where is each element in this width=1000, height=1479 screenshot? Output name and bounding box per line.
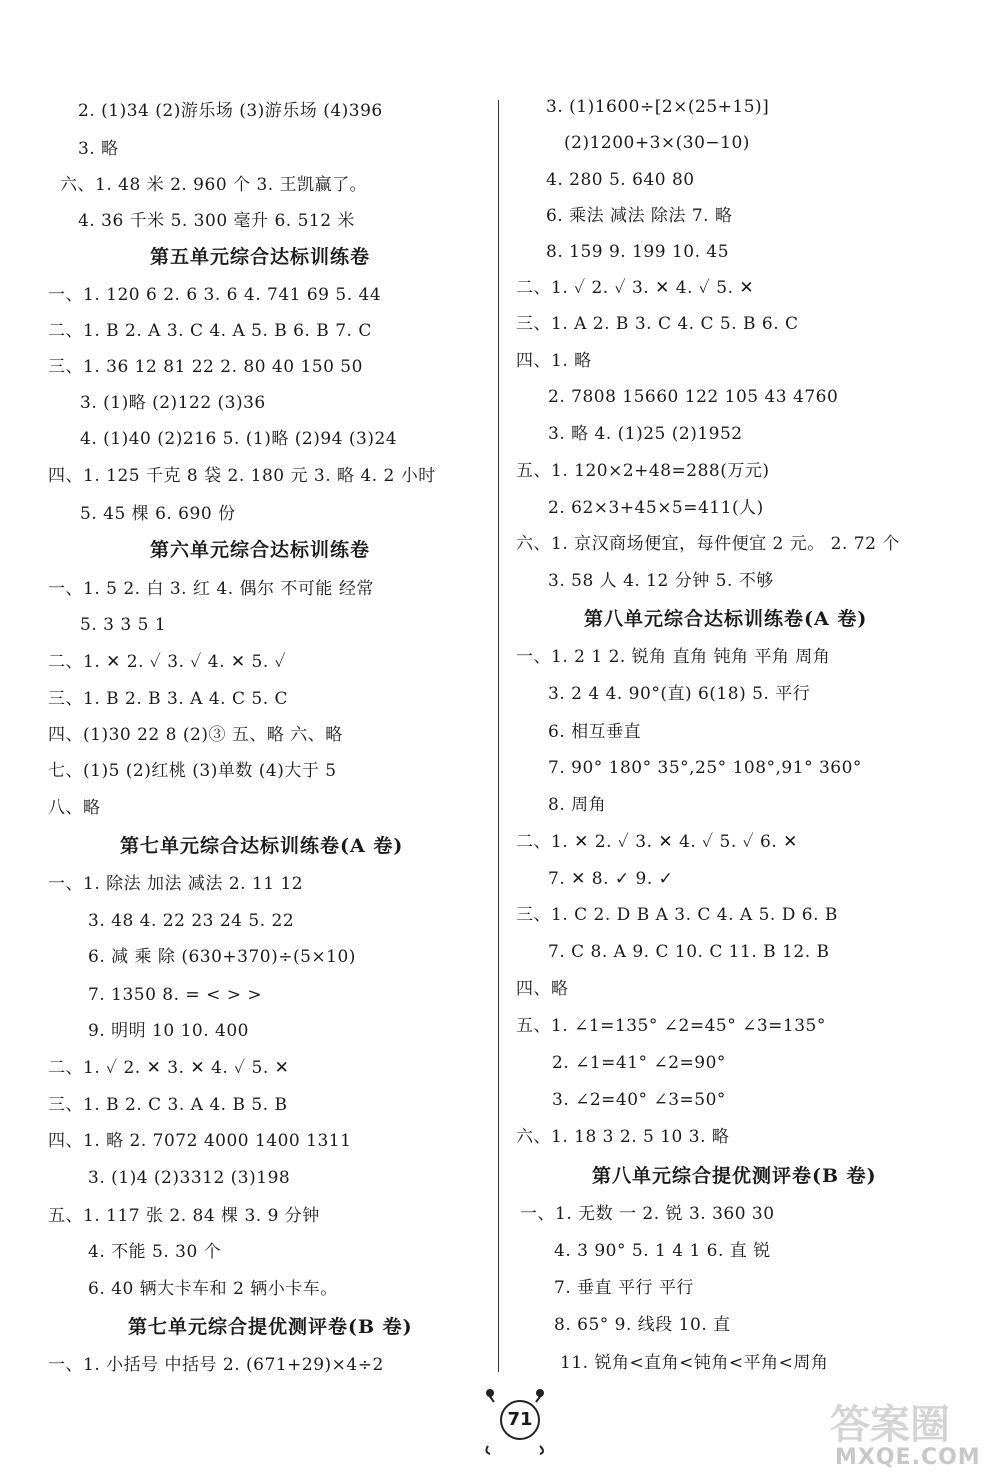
answer-line: 4. 不能 5. 30 个 bbox=[88, 1242, 222, 1262]
answer-line: 7. 1350 8. = < > > bbox=[88, 985, 263, 1005]
answer-line: 7. ✕ 8. ✓ 9. ✓ bbox=[548, 869, 674, 889]
page-number: 71 bbox=[500, 1400, 540, 1440]
answer-line: 一、1. 除法 加法 减法 2. 11 12 bbox=[48, 874, 304, 894]
answer-line: 3. 58 人 4. 12 分钟 5. 不够 bbox=[548, 571, 774, 591]
answer-line: 4. 3 90° 5. 1 4 1 6. 直 锐 bbox=[554, 1241, 771, 1261]
answer-line: 二、1. ✕ 2. ✓ 3. ✕ 4. ✓ 5. ✓ 6. ✕ bbox=[516, 832, 798, 852]
answer-line: 三、1. B 2. C 3. A 4. B 5. B bbox=[48, 1095, 288, 1115]
answer-line: 2. (1)34 (2)游乐场 (3)游乐场 (4)396 bbox=[78, 101, 383, 121]
answer-line: 四、(1)30 22 8 (2)③ 五、略 六、略 bbox=[48, 725, 343, 745]
answer-line: 二、1. ✓ 2. ✓ 3. ✕ 4. ✓ 5. ✕ bbox=[516, 278, 755, 298]
answer-line: 3. 略 bbox=[78, 139, 119, 159]
section-heading: 第六单元综合达标训练卷 bbox=[150, 539, 371, 561]
answer-line: 4. 280 5. 640 80 bbox=[546, 170, 695, 190]
answer-line: 二、1. ✕ 2. ✓ 3. ✓ 4. ✕ 5. ✓ bbox=[48, 652, 287, 672]
section-heading: 第七单元综合提优测评卷(B 卷) bbox=[128, 1316, 413, 1338]
section-heading: 第五单元综合达标训练卷 bbox=[150, 246, 371, 268]
answer-line: 三、1. A 2. B 3. C 4. C 5. B 6. C bbox=[516, 314, 799, 334]
answer-line: 一、1. 120 6 2. 6 3. 6 4. 741 69 5. 44 bbox=[48, 285, 382, 305]
answer-line: 8. 65° 9. 线段 10. 直 bbox=[554, 1315, 731, 1335]
answer-line: 一、1. 2 1 2. 锐角 直角 钝角 平角 周角 bbox=[516, 647, 831, 667]
answer-line: 三、1. B 2. B 3. A 4. C 5. C bbox=[48, 689, 289, 709]
answer-line: 二、1. ✓ 2. ✕ 3. ✕ 4. ✓ 5. ✕ bbox=[48, 1058, 290, 1078]
answer-line: 9. 明明 10 10. 400 bbox=[88, 1021, 249, 1041]
answer-line: 三、1. 36 12 81 22 2. 80 40 150 50 bbox=[48, 357, 363, 377]
svg-text:答案圈: 答案圈 bbox=[830, 1402, 950, 1448]
watermark-text: MXQE.COM bbox=[835, 1445, 981, 1470]
answer-line: 七、(1)5 (2)红桃 (3)单数 (4)大于 5 bbox=[48, 761, 337, 781]
answer-line: 3. 略 4. (1)25 (2)1952 bbox=[548, 424, 743, 444]
answer-line: 11. 锐角<直角<钝角<平角<周角 bbox=[560, 1353, 829, 1373]
answer-line: 3. (1)1600÷[2×(25+15)] bbox=[546, 97, 770, 117]
answer-line: 六、1. 京汉商场便宜，每件便宜 2 元。 2. 72 个 bbox=[516, 534, 900, 554]
answer-line: 四、略 bbox=[516, 979, 569, 999]
answer-line: 4. 36 千米 5. 300 毫升 6. 512 米 bbox=[78, 211, 355, 231]
answer-line: 5. 3 3 5 1 bbox=[80, 615, 167, 635]
answer-line: 7. C 8. A 9. C 10. C 11. B 12. B bbox=[548, 942, 830, 962]
answer-line: 3. (1)略 (2)122 (3)36 bbox=[80, 393, 266, 413]
answer-line: 7. 90° 180° 35°,25° 108°,91° 360° bbox=[548, 758, 862, 778]
answer-line: 6. 相互垂直 bbox=[548, 722, 642, 742]
answer-line: 四、1. 略 2. 7072 4000 1400 1311 bbox=[48, 1131, 352, 1151]
answer-line: 三、1. C 2. D B A 3. C 4. A 5. D 6. B bbox=[516, 905, 838, 925]
answer-line: 3. ∠2=40° ∠3=50° bbox=[552, 1090, 726, 1110]
answer-line: 2. ∠1=41° ∠2=90° bbox=[552, 1053, 726, 1073]
answer-line: 一、1. 5 2. 白 3. 红 4. 偶尔 不可能 经常 bbox=[48, 579, 374, 599]
answer-line: 5. 45 棵 6. 690 份 bbox=[80, 504, 236, 524]
answer-line: (2)1200+3×(30−10) bbox=[564, 133, 750, 153]
answer-line: 3. 48 4. 22 23 24 5. 22 bbox=[88, 911, 295, 931]
answer-line: 4. (1)40 (2)216 5. (1)略 (2)94 (3)24 bbox=[80, 429, 398, 449]
answer-line: 6. 乘法 减法 除法 7. 略 bbox=[546, 206, 733, 226]
answer-line: 8. 159 9. 199 10. 45 bbox=[546, 242, 730, 262]
section-heading: 第八单元综合达标训练卷(A 卷) bbox=[584, 608, 868, 630]
answer-line: 一、1. 无数 一 2. 锐 3. 360 30 bbox=[520, 1204, 775, 1224]
answer-line: 2. 62×3+45×5=411(人) bbox=[548, 498, 764, 518]
answer-line: 四、1. 略 bbox=[516, 351, 592, 371]
section-heading: 第七单元综合达标训练卷(A 卷) bbox=[120, 835, 404, 857]
answer-line: 一、1. 小括号 中括号 2. (671+29)×4÷2 bbox=[48, 1355, 384, 1375]
answer-line: 五、1. ∠1=135° ∠2=45° ∠3=135° bbox=[516, 1016, 826, 1036]
answer-line: 五、1. 117 张 2. 84 棵 3. 9 分钟 bbox=[48, 1206, 320, 1226]
answer-line: 3. 2 4 4. 90°(直) 6(18) 5. 平行 bbox=[548, 684, 811, 704]
answer-line: 五、1. 120×2+48=288(万元) bbox=[516, 461, 770, 481]
answer-line: 六、1. 48 米 2. 960 个 3. 王凯赢了。 bbox=[60, 175, 368, 195]
answer-line: 3. (1)4 (2)3312 (3)198 bbox=[88, 1168, 291, 1188]
answer-line: 四、1. 125 千克 8 袋 2. 180 元 3. 略 4. 2 小时 bbox=[48, 466, 436, 486]
column-divider bbox=[498, 100, 499, 1372]
answer-line: 八、略 bbox=[48, 798, 101, 818]
answer-line: 6. 40 辆大卡车和 2 辆小卡车。 bbox=[88, 1279, 338, 1299]
answer-line: 6. 减 乘 除 (630+370)÷(5×10) bbox=[88, 947, 356, 967]
answer-line: 8. 周角 bbox=[548, 795, 607, 815]
answer-line: 2. 7808 15660 122 105 43 4760 bbox=[548, 387, 839, 407]
section-heading: 第八单元综合提优测评卷(B 卷) bbox=[592, 1165, 877, 1187]
answer-line: 六、1. 18 3 2. 5 10 3. 略 bbox=[516, 1127, 730, 1147]
answer-line: 7. 垂直 平行 平行 bbox=[554, 1278, 694, 1298]
answer-line: 二、1. B 2. A 3. C 4. A 5. B 6. B 7. C bbox=[48, 321, 372, 341]
